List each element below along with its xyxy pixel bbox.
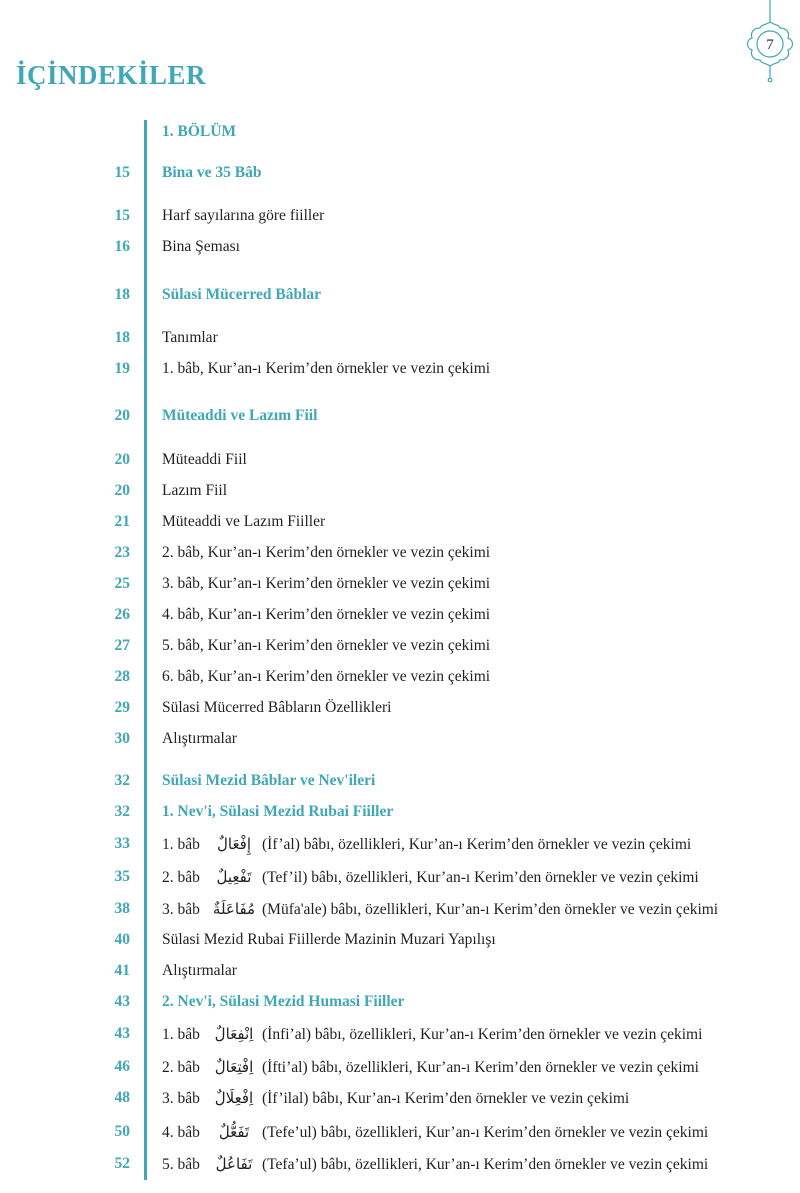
toc-entry[interactable] [0, 1022, 800, 1050]
toc-page-number: 43 [114, 1025, 130, 1042]
toc-entry[interactable] [0, 283, 800, 311]
toc-entry-text [162, 1120, 708, 1145]
toc-entry-text [162, 1152, 708, 1177]
toc-entry[interactable] [0, 357, 800, 385]
arabic-term: اِنْفِعَالٌ [214, 1025, 254, 1043]
toc-page-number: 30 [114, 730, 130, 747]
toc-entry[interactable] [0, 479, 800, 507]
bab-description: (Tefe’ul) bâbı, özellikleri, Kur’an-ı Kerim’den örnekler ve vezin çekimi [262, 1124, 709, 1141]
toc-entry-text: Sülasi Mezid Bâblar ve Nev'ileri [162, 772, 376, 789]
toc-page-number: 35 [114, 868, 130, 885]
toc-entry[interactable] [0, 634, 800, 662]
toc-page-number: 19 [114, 360, 130, 377]
toc-page-number: 52 [114, 1155, 130, 1172]
toc-entry-text: 1. Nev'i, Sülasi Mezid Rubai Fiiller [162, 803, 394, 820]
toc-entry[interactable] [0, 832, 800, 860]
toc-entry[interactable] [0, 800, 800, 828]
toc-entry-text: Müteaddi ve Lazım Fiiller [162, 513, 326, 530]
toc-page-number: 40 [114, 931, 130, 948]
bab-number: 2. bâb [162, 1059, 200, 1076]
toc-entry[interactable] [0, 769, 800, 797]
toc-page-number: 25 [114, 575, 130, 592]
toc-page-number: 32 [114, 803, 130, 820]
page-number: 7 [766, 37, 774, 53]
toc-entry[interactable] [0, 326, 800, 354]
arabic-term: اِفْعِلَالٌ [214, 1089, 254, 1107]
toc-page-number: 20 [114, 407, 130, 424]
toc-entry-text: Müteaddi ve Lazım Fiil [162, 407, 318, 424]
toc-page-number: 29 [114, 699, 130, 716]
toc-entry[interactable] [0, 1055, 800, 1083]
toc-entry[interactable] [0, 865, 800, 893]
toc-entry[interactable] [0, 204, 800, 232]
toc-page-number: 38 [114, 900, 130, 917]
arabic-term: تَفْعِيلٌ [216, 868, 252, 886]
toc-entry-text: Bina Şeması [162, 238, 240, 255]
toc-entry[interactable] [0, 404, 800, 432]
toc-entry-text: 2. bâb, Kur’an-ı Kerim’den örnekler ve vezin çekimi [162, 544, 491, 561]
toc-page-number: 32 [114, 772, 130, 789]
toc-entry-text [162, 865, 699, 890]
bab-description: (Müfa'ale) bâbı, özellikleri, Kur’an-ı Kerim’den örnekler ve vezin çekimi [262, 901, 719, 918]
toc-page-number: 41 [114, 962, 130, 979]
toc-entry-text: 1. bâb, Kur’an-ı Kerim’den örnekler ve vezin çekimi [162, 360, 491, 377]
toc-page-number: 43 [114, 993, 130, 1010]
toc-page-number: 18 [114, 286, 130, 303]
chapter-heading [0, 120, 800, 148]
page-title: İÇİNDEKİLER [16, 60, 207, 90]
bab-description: (İfti’al) bâbı, özellikleri, Kur’an-ı Kerim’den örnekler ve vezin çekimi [262, 1059, 699, 1076]
arabic-term: تَفَعُّلٌ [218, 1123, 250, 1141]
toc-page-number: 20 [114, 482, 130, 499]
bab-description: (Tefa’ul) bâbı, özellikleri, Kur’an-ı Kerim’den örnekler ve vezin çekimi [262, 1156, 709, 1173]
toc-entry-text [162, 1055, 699, 1080]
toc-entry-text: Lazım Fiil [162, 482, 228, 499]
toc-entry-text: Alıştırmalar [162, 962, 237, 979]
toc-entry[interactable] [0, 603, 800, 631]
toc-entry-text: Sülasi Mezid Rubai Fiillerde Mazinin Muzari Yapılışı [162, 931, 496, 948]
toc-page-number: 20 [114, 451, 130, 468]
toc-entry-text: Alıştırmalar [162, 730, 237, 747]
toc-page-number: 23 [114, 544, 130, 561]
toc-entry-text: Harf sayılarına göre fiiller [162, 207, 325, 224]
bab-description: (İnfi’al) bâbı, özellikleri, Kur’an-ı Kerim’den örnekler ve vezin çekimi [262, 1026, 703, 1043]
toc-page-number: 15 [114, 207, 130, 224]
toc-page-number: 15 [114, 164, 130, 181]
toc-page-number: 33 [114, 835, 130, 852]
toc-page-number: 16 [114, 238, 130, 255]
bab-description: (İf’ilal) bâbı, Kur’an-ı Kerim’den örnekler ve vezin çekimi [262, 1090, 630, 1107]
toc-entry-text [162, 1022, 702, 1047]
toc-entry[interactable] [0, 448, 800, 476]
toc-entry[interactable] [0, 541, 800, 569]
bab-number: 4. bâb [162, 1124, 200, 1141]
bab-number: 5. bâb [162, 1156, 200, 1173]
toc-entry-text: Sülasi Mücerred Bâbların Özellikleri [162, 699, 392, 716]
toc-entry-text: Tanımlar [162, 329, 218, 346]
toc-entry[interactable] [0, 959, 800, 987]
toc-page-number: 48 [114, 1089, 130, 1106]
toc-entry-text [162, 897, 718, 922]
toc-entry-text: 6. bâb, Kur’an-ı Kerim’den örnekler ve vezin çekimi [162, 668, 491, 685]
toc-entry[interactable] [0, 990, 800, 1018]
bab-description: (İf’al) bâbı, özellikleri, Kur’an-ı Kerim’den örnekler ve vezin çekimi [262, 836, 692, 853]
bab-description: (Tef’il) bâbı, özellikleri, Kur’an-ı Kerim’den örnekler ve vezin çekimi [262, 869, 699, 886]
toc-entry-text: Müteaddi Fiil [162, 451, 247, 468]
toc-entry[interactable] [0, 1120, 800, 1148]
toc-page-number: 46 [114, 1058, 130, 1075]
toc-entry[interactable] [0, 161, 800, 189]
bab-number: 3. bâb [162, 1090, 200, 1107]
arabic-term: تَفَاعُلٌ [215, 1155, 253, 1173]
toc-page-number: 26 [114, 606, 130, 623]
arabic-term: مُفَاعَلَةٌ [212, 900, 256, 918]
toc-page-number: 18 [114, 329, 130, 346]
toc-entry[interactable] [0, 235, 800, 263]
toc-entry[interactable] [0, 510, 800, 538]
toc-entry-text: Bina ve 35 Bâb [162, 164, 262, 181]
toc-entry[interactable] [0, 1086, 800, 1114]
toc-page-number: 50 [114, 1123, 130, 1140]
toc-entry[interactable] [0, 572, 800, 600]
toc-page-number: 28 [114, 668, 130, 685]
bab-number: 2. bâb [162, 869, 200, 886]
bab-number: 3. bâb [162, 901, 200, 918]
toc-entry[interactable] [0, 897, 800, 925]
toc-entry-text: 2. Nev'i, Sülasi Mezid Humasi Fiiller [162, 993, 405, 1010]
arabic-term: اِفْتِعَالٌ [214, 1058, 254, 1076]
toc-page-number: 27 [114, 637, 130, 654]
toc-entry-text [162, 1086, 629, 1111]
toc-entry[interactable] [0, 1152, 800, 1180]
toc-entry[interactable] [0, 928, 800, 956]
toc-entry[interactable] [0, 665, 800, 693]
toc-entry-text: 4. bâb, Kur’an-ı Kerim’den örnekler ve vezin çekimi [162, 606, 491, 623]
bab-number: 1. bâb [162, 1026, 200, 1043]
arabic-term: إِفْعَالٌ [216, 835, 252, 853]
toc-page-number: 21 [114, 513, 130, 530]
toc-entry[interactable] [0, 727, 800, 755]
toc-entry[interactable] [0, 696, 800, 724]
toc-entry-text: 5. bâb, Kur’an-ı Kerim’den örnekler ve vezin çekimi [162, 637, 491, 654]
toc-entry-text [162, 832, 691, 857]
toc-entry-text: Sülasi Mücerred Bâblar [162, 286, 322, 303]
toc-entry-text: 3. bâb, Kur’an-ı Kerim’den örnekler ve vezin çekimi [162, 575, 491, 592]
bab-number: 1. bâb [162, 836, 200, 853]
chapter-title: 1. BÖLÜM [162, 123, 237, 140]
